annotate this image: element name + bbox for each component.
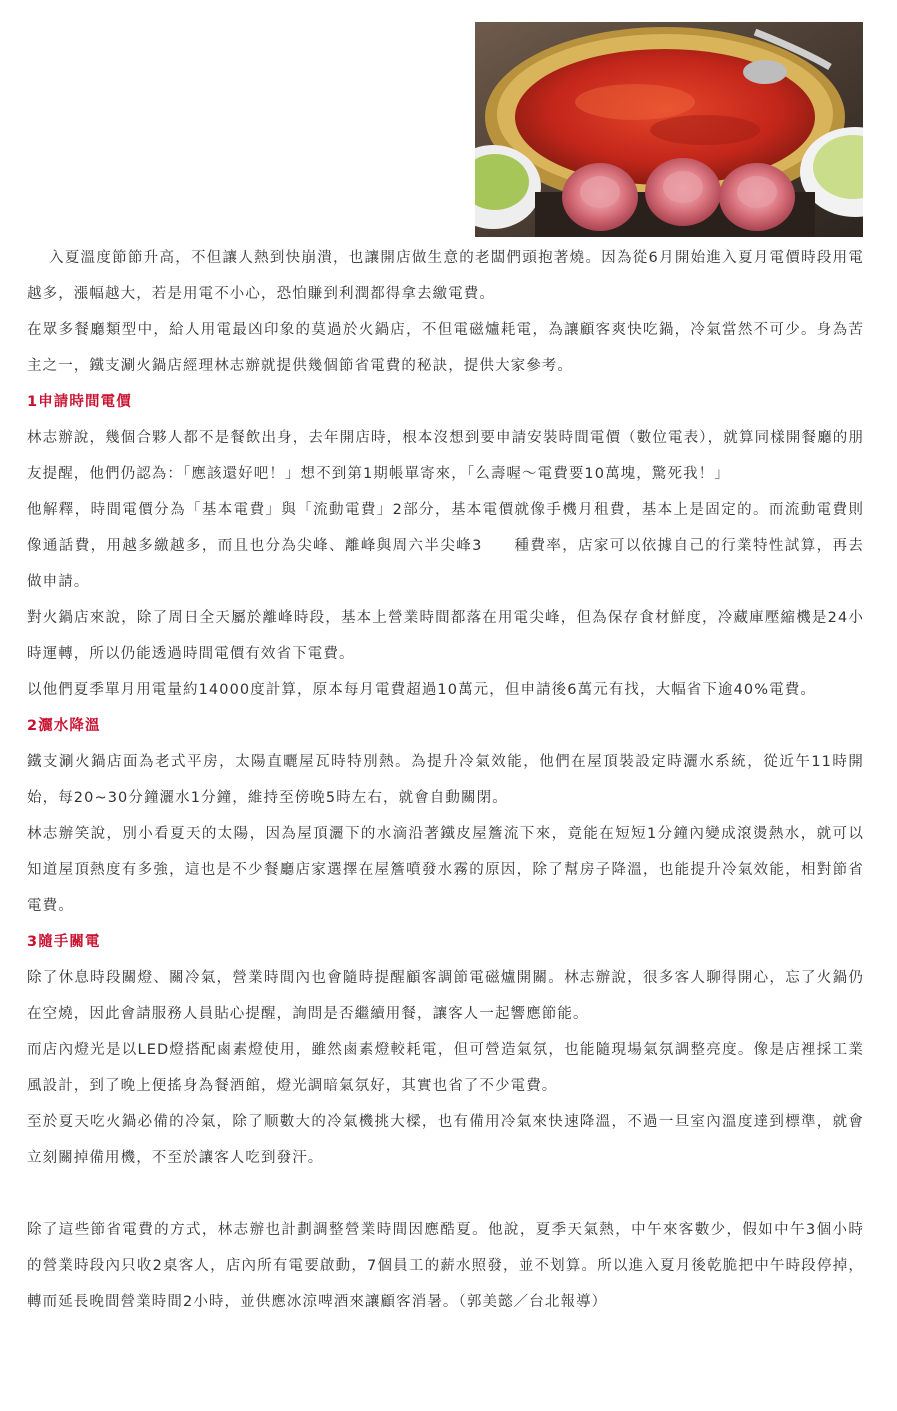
section-1-paragraph-4: 以他們夏季單月用電量約14000度計算，原本每月電費超過10萬元，但申請後6萬元有找，大幅省下逾40%電費。 xyxy=(27,682,816,698)
section-1-paragraph-2: 他解釋，時間電價分為「基本電費」與「流動電費」2部分，基本電價就像手機月租費，基本上是固定的。而流動電費則像通話費，用越多繳越多，而且也分為尖峰、離峰與周六半尖峰3 種費率，店家可以依據自己的行業特性試算，再去做申請。 xyxy=(27,502,864,590)
hotpot-photo-icon xyxy=(475,22,863,237)
paragraph-2: 在眾多餐廳類型中，給人用電最凶印象的莫過於火鍋店，不但電磁爐耗電，為讓顧客爽快吃鍋，冷氣當然不可少。身為苦主之一，鐵支涮火鍋店經理林志辦就提供幾個節省電費的秘訣，提供大家參考。 xyxy=(27,322,864,374)
section-heading-1: 1申請時間電價 xyxy=(27,394,132,410)
section-3-paragraph-1: 除了休息時段關燈、關冷氣，營業時間內也會隨時提醒顧客調節電磁爐開關。林志辦說，很多客人聊得開心，忘了火鍋仍在空燒，因此會請服務人員貼心提醒，詢問是否繼續用餐，讓客人一起響應節能。 xyxy=(27,970,864,1022)
section-1-paragraph-3: 對火鍋店來說，除了周日全天屬於離峰時段，基本上營業時間都落在用電尖峰，但為保存食材鮮度，冷藏庫壓縮機是24小時運轉，所以仍能透過時間電價有效省下電費。 xyxy=(27,610,864,662)
spacer xyxy=(27,1176,864,1212)
section-2-paragraph-2: 林志辦笑說，別小看夏天的太陽，因為屋頂灑下的水滴沿著鐵皮屋簷流下來，竟能在短短1分鐘內變成滾燙熱水，就可以知道屋頂熱度有多強，這也是不少餐廳店家選擇在屋簷噴發水霧的原因，除了幫房子降溫，也能提升冷氣效能，相對節省電費。 xyxy=(27,826,864,914)
section-3-paragraph-3: 至於夏天吃火鍋必備的冷氣，除了顺數大的冷氣機挑大樑，也有備用冷氣來快速降溫，不過一旦室內溫度達到標準，就會立刻關掉備用機，不至於讓客人吃到發汗。 xyxy=(27,1114,864,1166)
closing-paragraph: 除了這些節省電費的方式，林志辦也計劃調整營業時間因應酷夏。他說，夏季天氣熱，中午來客數少，假如中午3個小時的營業時段內只收2桌客人，店內所有電要啟動，7個員工的薪水照發，並不划算。所以進入夏月後乾脆把中午時段停掉，轉而延長晚間營業時間2小時，並供應冰涼啤酒來讓顧客消暑。（郭美懿／台北報導） xyxy=(27,1222,864,1310)
intro-paragraph: 入夏溫度節節升高，不但讓人熱到快崩潰，也讓開店做生意的老闆們頭抱著燒。因為從6月開始進入夏月電價時段用電越多，漲幅越大，若是用電不小心，恐怕賺到利潤都得拿去繳電費。 xyxy=(27,250,864,302)
hotpot-photo xyxy=(475,22,863,237)
article-body xyxy=(27,240,864,1320)
section-2-paragraph-1: 鐵支涮火鍋店面為老式平房，太陽直曬屋瓦時特別熱。為提升冷氣效能，他們在屋頂裝設定時灑水系統，從近午11時開始，每20~30分鐘灑水1分鐘，維持至傍晚5時左右，就會自動關閉。 xyxy=(27,754,864,806)
section-heading-3: 3隨手關電 xyxy=(27,934,101,950)
section-1-paragraph-1: 林志辦說，幾個合夥人都不是餐飲出身，去年開店時，根本沒想到要申請安裝時間電價（數位電表），就算同樣開餐廳的朋友提醒，他們仍認為：「應該還好吧！」想不到第1期帳單寄來，「么壽喔～電費要10萬塊，驚死我！」 xyxy=(27,430,864,482)
section-3-paragraph-2: 而店內燈光是以LED燈搭配鹵素燈使用，雖然鹵素燈較耗電，但可營造氣氛，也能隨現場氣氛調整亮度。像是店裡採工業風設計，到了晚上便搖身為餐酒館，燈光調暗氣氛好，其實也省了不少電費。 xyxy=(27,1042,864,1094)
section-heading-2: 2灑水降溫 xyxy=(27,718,101,734)
